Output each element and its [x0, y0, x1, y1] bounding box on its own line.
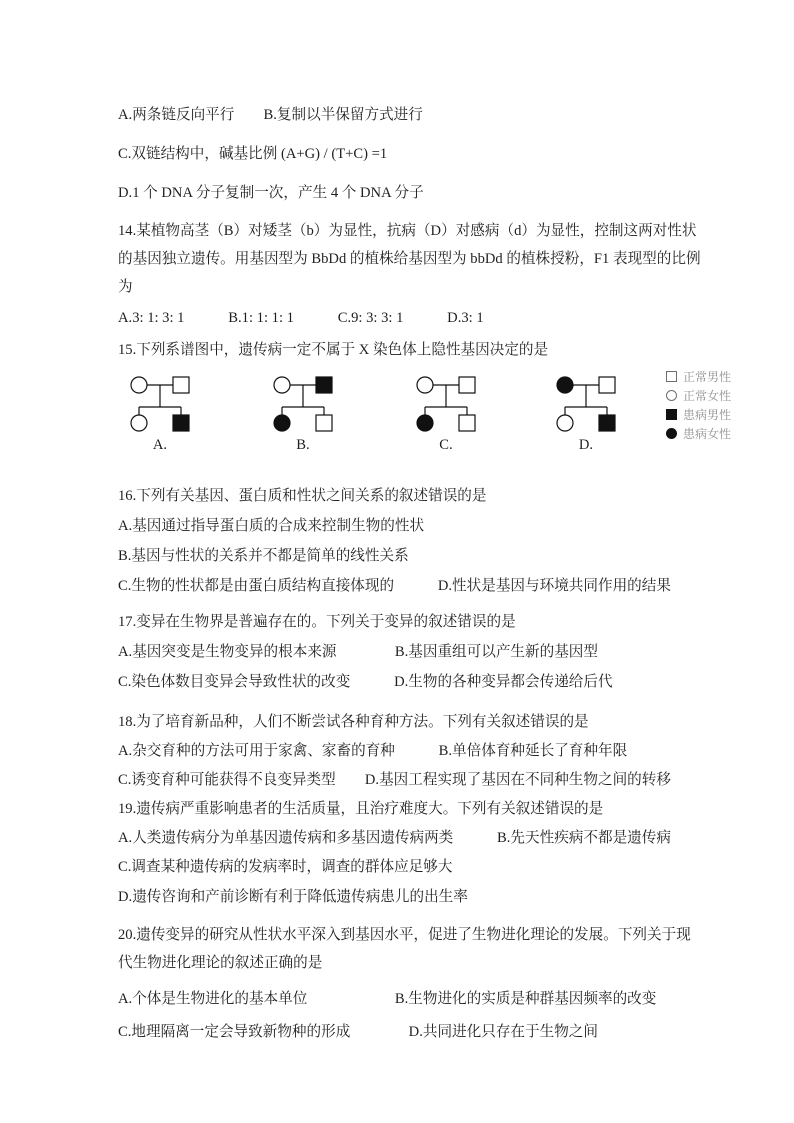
q16-option-b: B.基因与性状的关系并不都是简单的线性关系 — [118, 548, 409, 564]
q17-options-cd: C.染色体数目变异会导致性状的改变 D.生物的各种变异都会传递给后代 — [118, 674, 613, 690]
q14-stem-line2: 的基因独立遗传。用基因型为 BbDd 的植株给基因型为 bbDd 的植株授粉，F1 表现型的比例 — [118, 251, 701, 267]
q16-options-cd: C.生物的性状都是由蛋白质结构直接体现的 D.性状是基因与环境共同作用的结果 — [118, 578, 671, 594]
pedigree-diagram — [548, 371, 624, 433]
q20-options-ab: A.个体是生物进化的基本单位 B.生物进化的实质是种群基因频率的改变 — [118, 991, 657, 1007]
q16-stem: 16.下列有关基因、蛋白质和性状之间关系的叙述错误的是 — [118, 488, 487, 504]
legend-item — [666, 386, 731, 405]
q17-stem: 17.变异在生物界是普遍存在的。下列关于变异的叙述错误的是 — [118, 614, 516, 630]
pedigree-chart-d — [548, 371, 624, 454]
q19-options-ab: A.人类遗传病分为单基因遗传病和多基因遗传病两类 B.先天性疾病不都是遗传病 — [118, 830, 671, 846]
legend-label: 患病男性 — [683, 408, 732, 422]
circle-filled-icon — [666, 428, 677, 439]
circle-open-icon — [666, 390, 677, 401]
legend-label: 正常女性 — [683, 389, 732, 403]
q20-options-cd: C.地理隔离一定会导致新物种的形成 D.共同进化只存在于生物之间 — [118, 1024, 598, 1040]
q17-options-ab: A.基因突变是生物变异的根本来源 B.基因重组可以产生新的基因型 — [118, 644, 598, 660]
square-filled-icon — [666, 409, 677, 420]
q13-option-c: C.双链结构中，碱基比例 (A+G) / (T+C) =1 — [118, 146, 388, 162]
legend-item — [666, 424, 731, 443]
pedigree-label: A. — [152, 437, 168, 453]
q20-stem-line2: 代生物进化理论的叙述正确的是 — [118, 955, 323, 971]
pedigree-chart-c — [408, 371, 484, 454]
q19-stem: 19.遗传病严重影响患者的生活质量，且治疗难度大。下列有关叙述错误的是 — [118, 801, 604, 817]
q16-option-a: A.基因通过指导蛋白质的合成来控制生物的性状 — [118, 518, 425, 534]
q13-option-d: D.1 个 DNA 分子复制一次，产生 4 个 DNA 分子 — [118, 185, 424, 201]
pedigree-label: D. — [578, 437, 594, 453]
exam-content — [118, 96, 732, 1049]
pedigree-label: B. — [296, 437, 310, 453]
q18-options-ab: A.杂交育种的方法可用于家禽、家畜的育种 B.单倍体育种延长了育种年限 — [118, 743, 628, 759]
q14-options: A.3: 1: 3: 1 B.1: 1: 1: 1 C.9: 3: 3: 1 D.3: 1 — [118, 310, 484, 326]
q18-stem: 18.为了培育新品种，人们不断尝试各种育种方法。下列有关叙述错误的是 — [118, 714, 589, 730]
pedigree-diagram — [122, 371, 198, 433]
q15-stem: 15.下列系谱图中，遗传病一定不属于 X 染色体上隐性基因决定的是 — [118, 342, 549, 358]
pedigree-label: C. — [439, 437, 453, 453]
pedigree-diagram — [408, 371, 484, 433]
pedigree-legend — [666, 367, 731, 443]
legend-item — [666, 405, 731, 424]
q14-stem-line3: 为 — [118, 279, 133, 295]
q19-option-d: D.遗传咨询和产前诊断有利于降低遗传病患儿的出生率 — [118, 889, 468, 905]
legend-item — [666, 367, 731, 386]
legend-label: 正常男性 — [683, 370, 732, 384]
q14-stem-line1: 14.某植物高茎（B）对矮茎（b）为显性，抗病（D）对感病（d）为显性，控制这两对性状 — [118, 223, 697, 239]
pedigree-chart-b — [265, 371, 341, 454]
legend-label: 患病女性 — [683, 427, 732, 441]
pedigree-figure — [118, 367, 794, 475]
pedigree-chart-a — [122, 371, 198, 454]
q13-options-ab: A.两条链反向平行 B.复制以半保留方式进行 — [118, 107, 423, 123]
q18-options-cd: C.诱变育种可能获得不良变异类型 D.基因工程实现了基因在不同种生物之间的转移 — [118, 772, 671, 788]
q20-stem-line1: 20.遗传变异的研究从性状水平深入到基因水平，促进了生物进化理论的发展。下列关于现 — [118, 927, 691, 943]
square-open-icon — [666, 371, 677, 382]
q19-option-c: C.调查某种遗传病的发病率时，调查的群体应足够大 — [118, 859, 453, 875]
pedigree-diagram — [265, 371, 341, 433]
